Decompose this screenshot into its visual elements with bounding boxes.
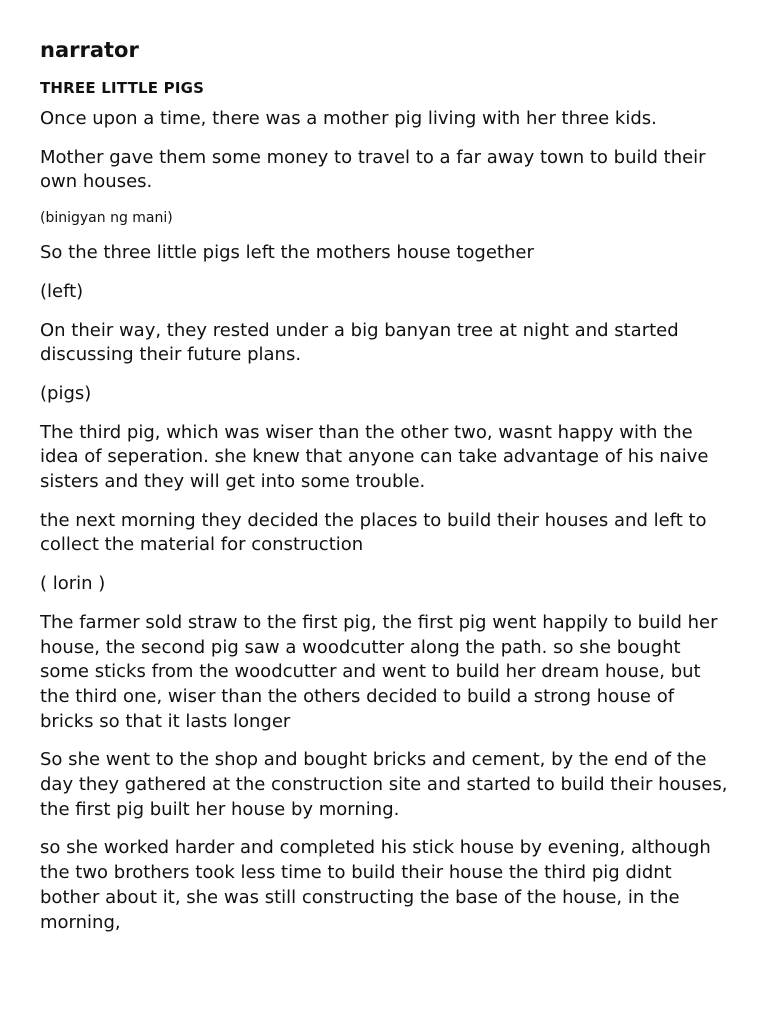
paragraph-4: So the three little pigs left the mothers house together	[40, 242, 534, 264]
paragraph-3-note: (binigyan ng mani)	[40, 210, 173, 227]
paragraph-13: so she worked harder and completed his stick house by evening, although the two brothers took less time to build their house the third pig didnt bother about it, she was still constructing the base of the house, in the morning,	[40, 837, 711, 933]
paragraph-7-note: (pigs)	[40, 382, 92, 404]
paragraph-10-note: ( lorin )	[40, 573, 106, 595]
paragraph-2: Mother gave them some money to travel to a far away town to build their own houses.	[40, 146, 706, 193]
document-subtitle: THREE LITTLE PIGS	[40, 79, 205, 97]
paragraph-5-note: (left)	[40, 280, 84, 302]
paragraph-11: The farmer sold straw to the first pig, the first pig went happily to build her house, the second pig saw a woodcutter along the path. so she bought some sticks from the woodcutter and went to build her dream house, but the third one, wiser than the others decided to build a strong house of bricks so that it lasts longer	[40, 611, 718, 732]
paragraph-6: On their way, they rested under a big banyan tree at night and started discussing their future plans.	[40, 319, 679, 366]
document-title: narrator	[40, 38, 139, 62]
paragraph-9: the next morning they decided the places to build their houses and left to collect the material for construction	[40, 509, 707, 556]
paragraph-12: So she went to the shop and bought bricks and cement, by the end of the day they gathered at the construction site and started to build their houses, the first pig built her house by morning.	[40, 749, 728, 820]
paragraph-1: Once upon a time, there was a mother pig living with her three kids.	[40, 108, 657, 129]
paragraph-8: The third pig, which was wiser than the other two, wasnt happy with the idea of seperation. she knew that anyone can take advantage of his naive sisters and they will get into some trouble.	[40, 421, 709, 493]
